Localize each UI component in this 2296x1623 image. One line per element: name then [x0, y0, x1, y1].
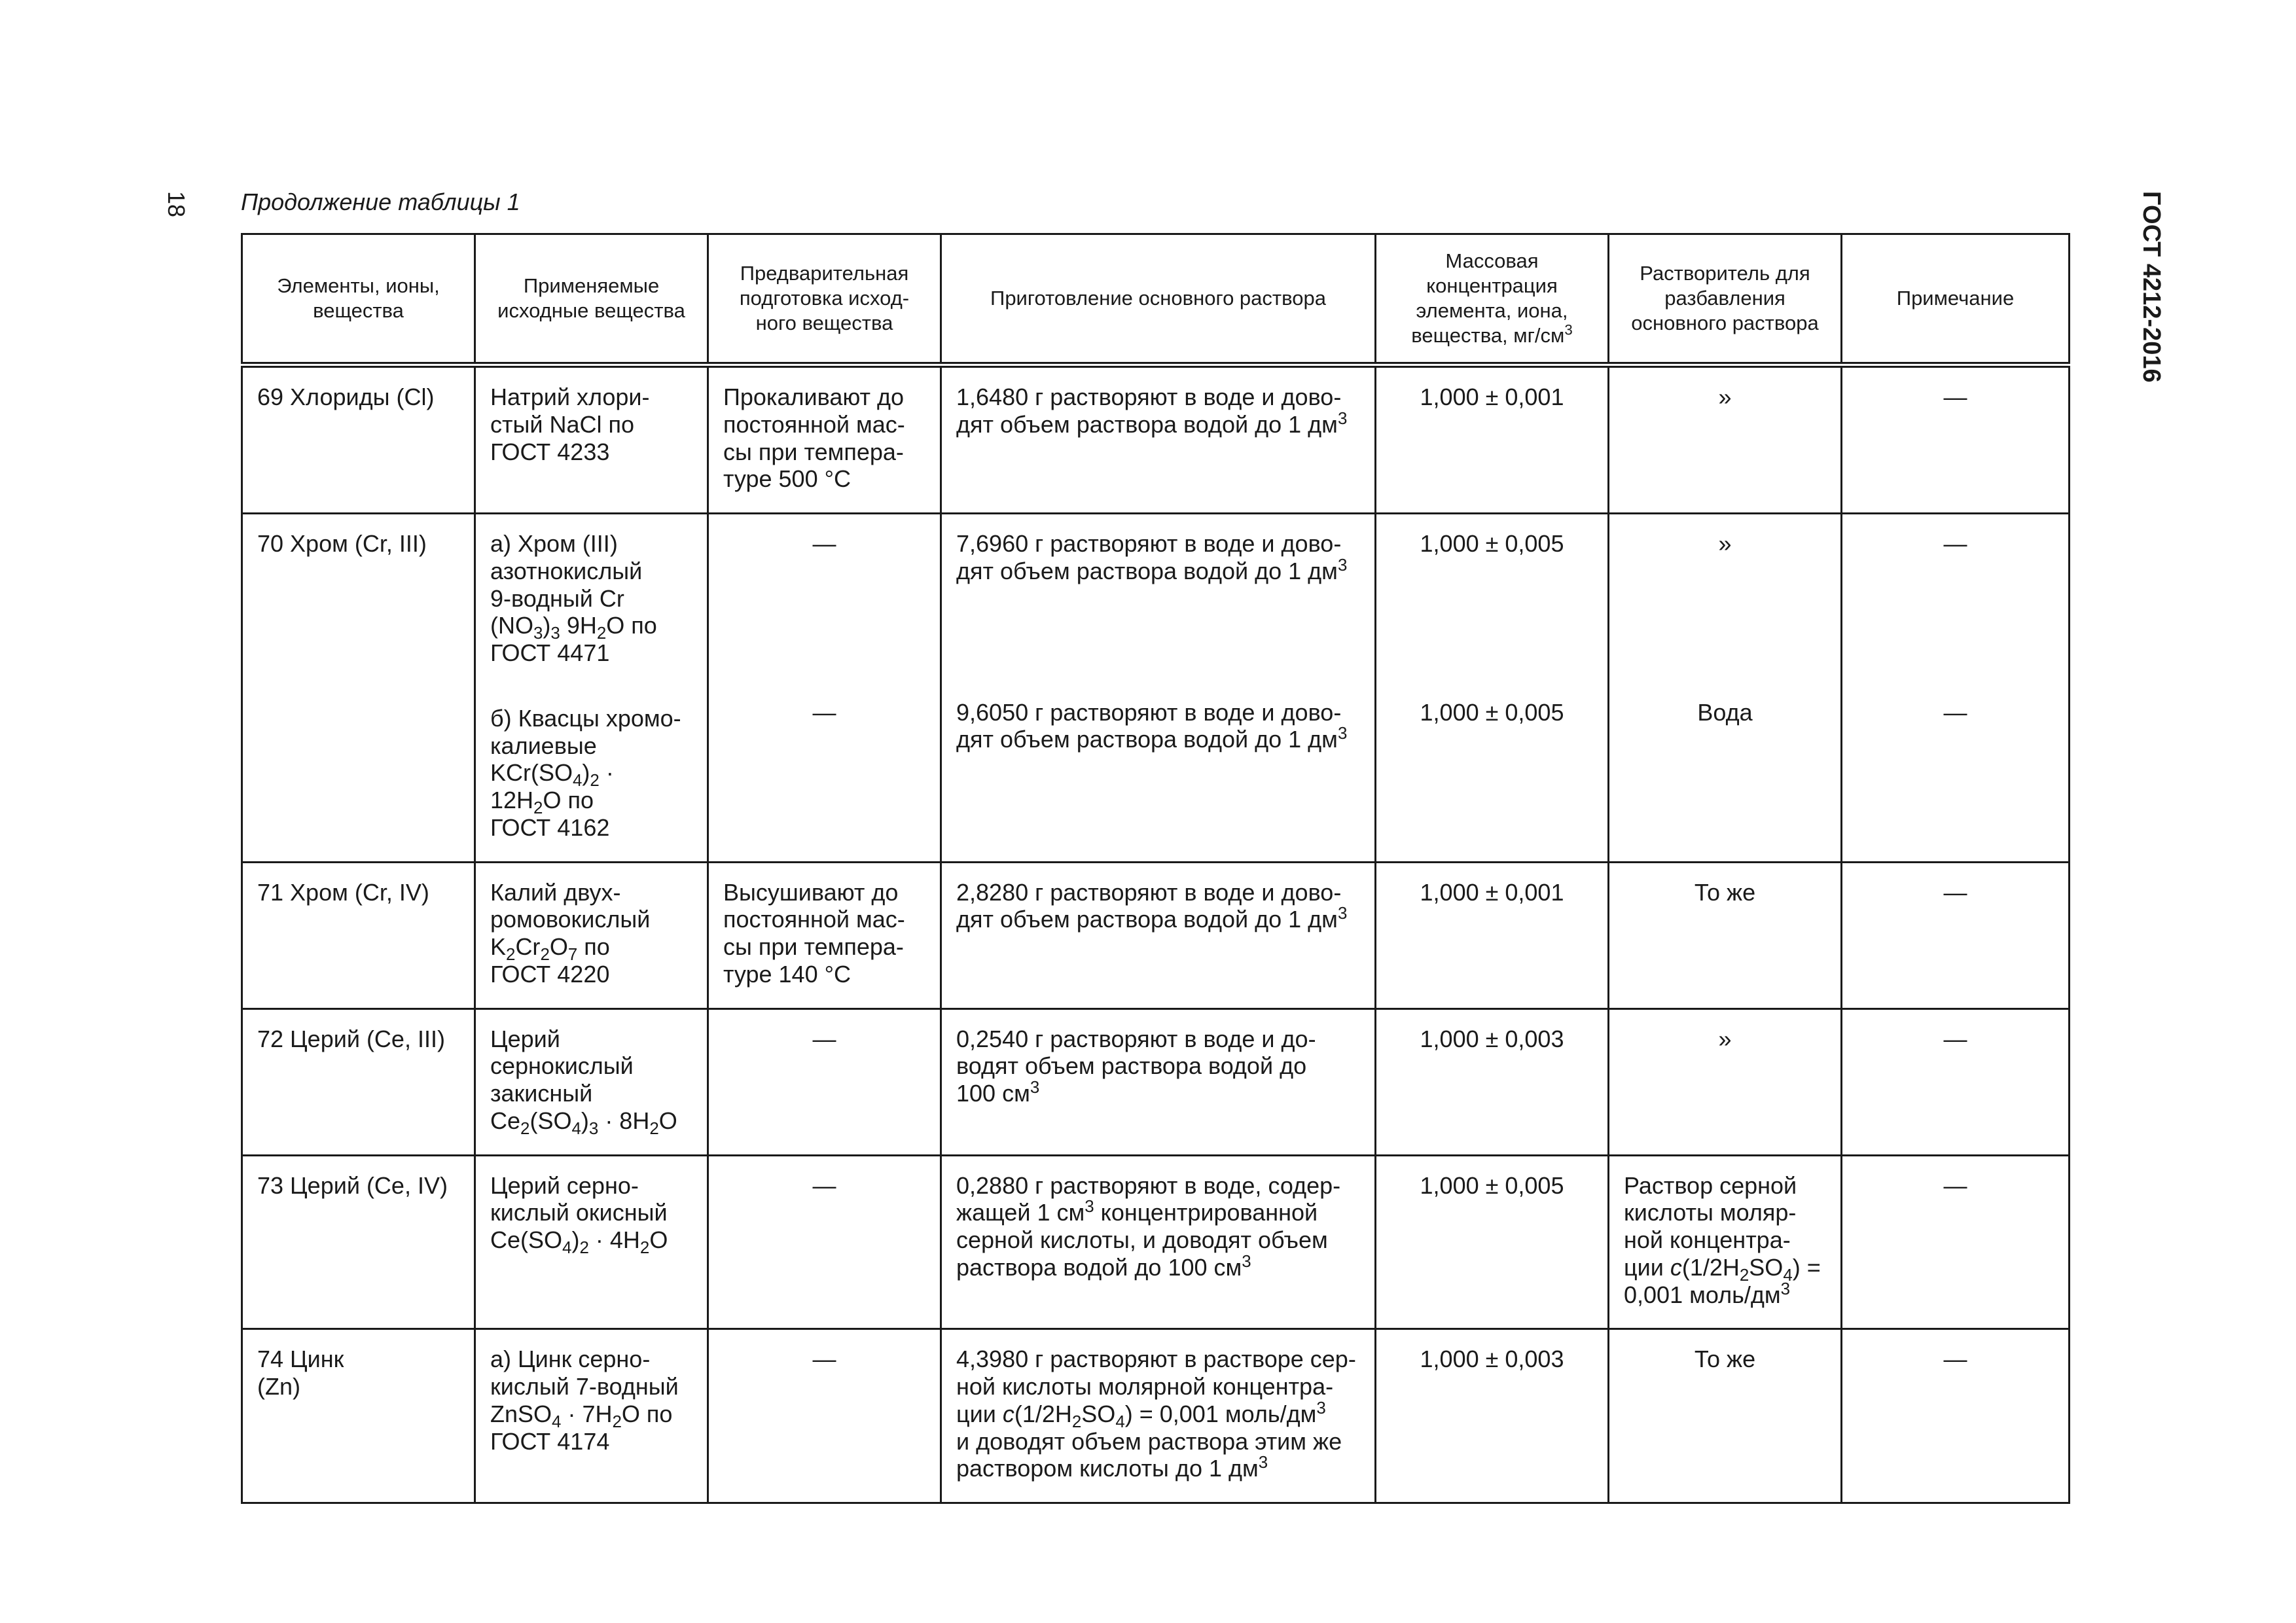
cell-prep: Высушивают до постоянной мас- сы при темпера- туре 140 °С — [708, 862, 941, 1008]
table-header-row — [242, 234, 2070, 365]
cell-element: 71 Хром (Cr, IV) — [242, 862, 475, 1008]
cell-solution: 2,8280 г растворяют в воде и дово- дят объем раствора водой до 1 $дм^3$ — [941, 862, 1376, 1008]
variant-a-concentration: 1,000 ± 0,005 — [1420, 530, 1564, 557]
cell-solution — [941, 514, 1376, 863]
cell-solvent: То же — [1609, 862, 1842, 1008]
variant-a-note: — — [1943, 530, 1967, 557]
cell-solution: 4,3980 г растворяют в растворе сер- ной кислоты молярной концентра- ции $c(1/2H_2SO_4) = 0,001$ моль/$дм^3$ и доводят объем раствора этим же раствором кислоты до 1 $дм^3$ — [941, 1329, 1376, 1503]
table-row — [242, 1155, 2070, 1329]
cell-prep: Прокаливают до постоянной мас- сы при темпера- туре 500 °С — [708, 365, 941, 514]
cell-prep: — — [708, 1329, 941, 1503]
standard-id: ГОСТ 4212-2016 — [2138, 191, 2165, 383]
cell-solvent: » — [1609, 365, 1842, 514]
cell-solution: 1,6480 г растворяют в воде и дово- дят объем раствора водой до 1 $дм^3$ — [941, 365, 1376, 514]
cell-concentration: 1,000 ± 0,001 — [1376, 862, 1609, 1008]
cell-note: — — [1842, 862, 2070, 1008]
table-row — [242, 862, 2070, 1008]
header-solution: Приготовление основного раствора — [941, 234, 1376, 365]
header-note: Примечание — [1842, 234, 2070, 365]
variant-a-prep: — — [812, 530, 836, 557]
cell-note: — — [1842, 1155, 2070, 1329]
variant-a-substance: а) Хром (III) азотнокислый 9-водный Cr $(NO_3)_3$ $9H_2O$ по ГОСТ 4471 — [490, 530, 657, 666]
cell-substance: Натрий хлори- стый NaCl по ГОСТ 4233 — [475, 365, 708, 514]
header-prep: Предварительная подготовка исход- ного вещества — [708, 234, 941, 365]
table-row — [242, 365, 2070, 514]
variant-a-solution: 7,6960 г растворяют в воде и дово- дят объем раствора водой до 1 $дм^3$ — [956, 530, 1348, 584]
header-substance: Применяемые исходные вещества — [475, 234, 708, 365]
cell-concentration — [1376, 514, 1609, 863]
header-concentration: Массовая концентрация элемента, иона, вещества, $мг/см^3$ — [1376, 234, 1609, 365]
cell-concentration: 1,000 ± 0,003 — [1376, 1008, 1609, 1155]
cell-solvent: То же — [1609, 1329, 1842, 1503]
page-number: 18 — [163, 191, 190, 218]
variant-b-substance: б) Квасцы хромо- калиевые $KCr(SO_4)_2$ · $12H_2O$ по ГОСТ 4162 — [490, 704, 681, 841]
cell-solution: 0,2880 г растворяют в воде, содер- жащей 1 $см^3$ концентрированной серной кислоты, и доводят объем раствора водой до 100 $см^3$ — [941, 1155, 1376, 1329]
variant-b-concentration: 1,000 ± 0,005 — [1420, 698, 1564, 726]
header-solvent: Растворитель для разбавления основного раствора — [1609, 234, 1842, 365]
cell-prep: — — [708, 1155, 941, 1329]
cell-element: 72 Церий (Ce, III) — [242, 1008, 475, 1155]
cell-element: 70 Хром (Cr, III) — [242, 514, 475, 863]
cell-solvent: » — [1609, 1008, 1842, 1155]
table-caption: Продолжение таблицы 1 — [241, 188, 520, 215]
cell-element: 73 Церий (Ce, IV) — [242, 1155, 475, 1329]
variant-b-solution: 9,6050 г растворяют в воде и дово- дят объем раствора водой до 1 $дм^3$ — [956, 698, 1348, 753]
cell-note: — — [1842, 365, 2070, 514]
cell-substance — [475, 514, 708, 863]
table-row — [242, 1329, 2070, 1503]
cell-concentration: 1,000 ± 0,005 — [1376, 1155, 1609, 1329]
reagents-table — [241, 233, 2070, 1504]
variant-b-note: — — [1943, 698, 1967, 726]
variant-b-prep: — — [812, 698, 836, 726]
table-row — [242, 514, 2070, 863]
cell-prep: — — [708, 1008, 941, 1155]
cell-note: — — [1842, 1008, 2070, 1155]
cell-solvent — [1609, 514, 1842, 863]
cell-note — [1842, 514, 2070, 863]
cell-concentration: 1,000 ± 0,003 — [1376, 1329, 1609, 1503]
cell-substance: Церий серно- кислый окисный $Ce(SO_4)_2 \cdot 4H_2O$ — [475, 1155, 708, 1329]
cell-element: 69 Хлориды (Cl) — [242, 365, 475, 514]
header-element: Элементы, ионы, вещества — [242, 234, 475, 365]
cell-solvent: Раствор серной кислоты моляр- ной концентра- ции $c(1/2H_2SO_4)$ = 0,001 моль/$дм^3$ — [1609, 1155, 1842, 1329]
cell-element: 74 Цинк (Zn) — [242, 1329, 475, 1503]
variant-b-solvent: Вода — [1697, 698, 1753, 726]
cell-note: — — [1842, 1329, 2070, 1503]
cell-solution: 0,2540 г растворяют в воде и до- водят объем раствора водой до 100 $см^3$ — [941, 1008, 1376, 1155]
cell-substance: Калий двух- ромовокислый $K_2Cr_2O_7$ по ГОСТ 4220 — [475, 862, 708, 1008]
variant-a-solvent: » — [1718, 530, 1732, 557]
cell-prep — [708, 514, 941, 863]
table-row — [242, 1008, 2070, 1155]
cell-substance: Церий сернокислый закисный $Ce_2(SO_4)_3 \cdot 8H_2O$ — [475, 1008, 708, 1155]
cell-substance: а) Цинк серно- кислый 7-водный ZnSO$_4$ · $7H_2O$ по ГОСТ 4174 — [475, 1329, 708, 1503]
cell-concentration: 1,000 ± 0,001 — [1376, 365, 1609, 514]
